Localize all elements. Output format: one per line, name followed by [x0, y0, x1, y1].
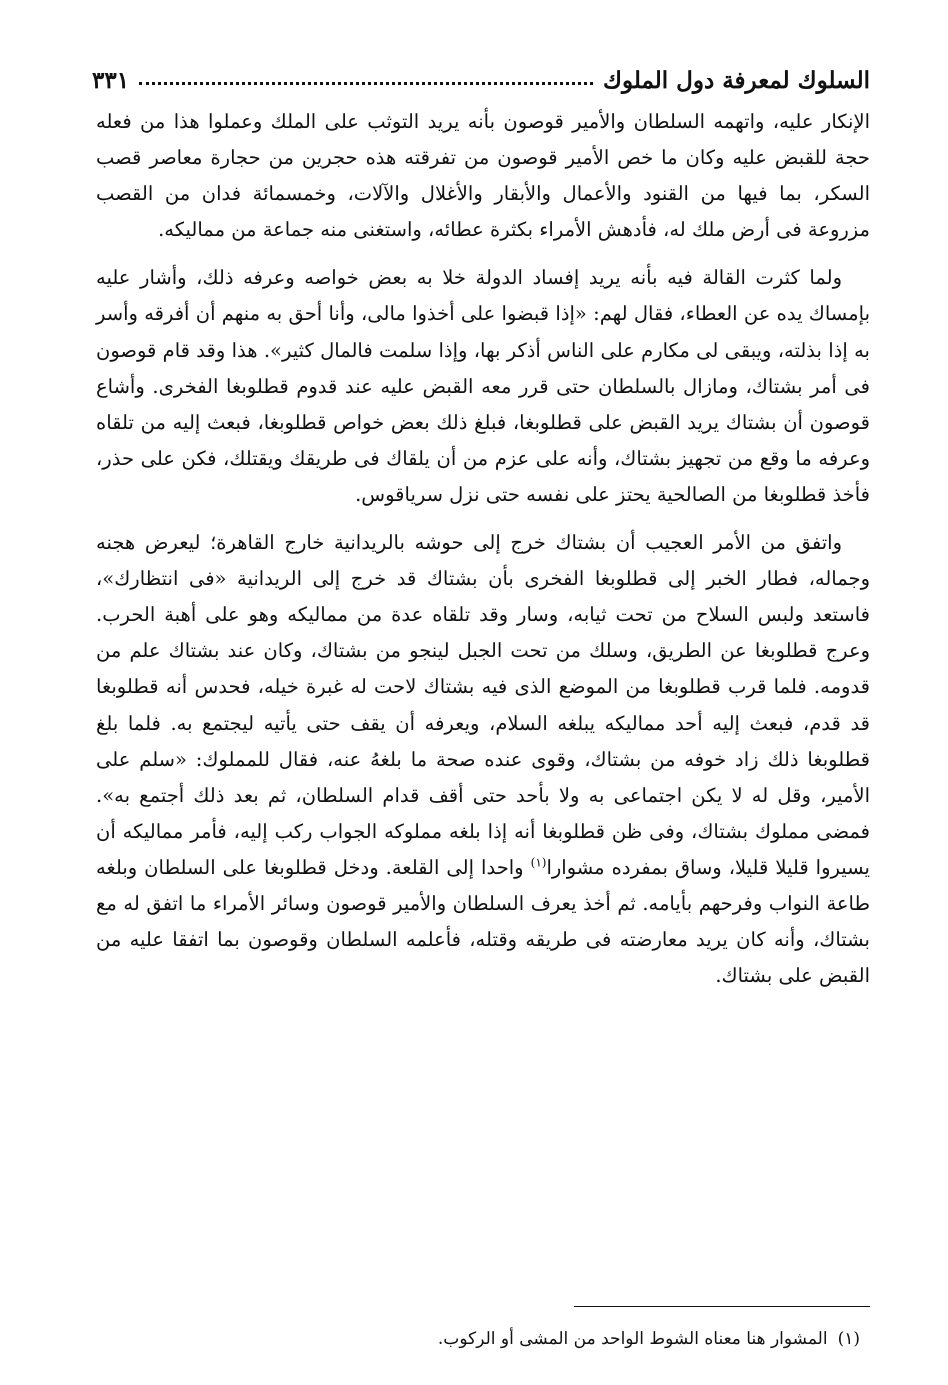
footnote-separator — [574, 1306, 870, 1307]
main-text — [96, 104, 870, 994]
footnote — [96, 1326, 860, 1352]
paragraph-3-text-after-note: واحدا إلى القلعة. ودخل قطلوبغا على السلطان وبلغه طاعة النواب وفرحهم بأيامه. ثم أخذ يعرف السلطان والأمير قوصون وسائر الأمراء ما اتفق له مع بشتاك، وأنه كان يريد معارضته فى طريقه وقتله، فأعلمه السلطان وقوصون بما اتفقا عليه من القبض على بشتاك. — [96, 855, 870, 988]
paragraph-2: ولما كثرت القالة فيه بأنه يريد إفساد الدولة خلا به بعض خواصه وعرفه ذلك، وأشار عليه بإمساك يده عن العطاء، فقال لهم: «إذا قبضوا على أخذوا مالى، وأنا أحق به منهم أن أفرقه وأسر به إذا بذلته، ويبقى لى مكارم على الناس أذكر بها، وإذا سلمت فالمال كثير». هذا وقد قام قوصون فى أمر بشتاك، ومازال بالسلطان حتى قرر معه القبض عليه عند قدوم قطلوبغا الفخرى. وأشاع قوصون أن بشتاك يريد القبض على قطلوبغا، فبلغ ذلك بعض خواص قطلوبغا، فبعث إليه من تلقاه وعرفه ما وقع من تجهيز بشتاك، وأنه على عزم من أن يلقاك فى طريقك ويقتلك، فكن على حذر، فأخذ قطلوبغا من الصالحية يحتز على نفسه حتى نزل سرياقوس. — [96, 266, 870, 506]
book-title: السلوك لمعرفة دول الملوك — [602, 67, 870, 94]
footnote-reference: (١) — [530, 855, 547, 870]
paragraph-3-text-before-note: واتفق من الأمر العجيب أن بشتاك خرج إلى حوشه بالريدانية خارج القاهرة؛ ليعرض هجنه وجماله، فطار الخبر إلى قطلوبغا الفخرى بأن بشتاك قد خرج إلى الريدانية «فى انتظارك»، فاستعد ولبس السلاح من تحت ثيابه، وسار وقد تلقاه عدة من مماليكه وهو على أهبة الحرب. وعرج قطلوبغا عن الطريق، وسلك من تحت الجبل لينجو من بشتاك، وكان عند بشتاك علم من قدومه. فلما قرب قطلوبغا من الموضع الذى فيه بشتاك لاحت له غبرة خيله، فحدس أنه قطلوبغا قد قدم، فبعث إليه أحد مماليكه يبلغه السلام، ويعرفه أن يقف حتى يأتيه ليجتمع به. فلما بلغ قطلوبغا ذلك زاد خوفه من بشتاك، وقوى عنده صحة ما بلغهُ عنه، فقال للمملوك: «سلم على الأمير، وقل له لا يكن اجتماعى به ولا بأحد حتى أقف قدام السلطان، ثم بعد ذلك أجتمع به». فمضى مملوك بشتاك، وفى ظن قطلوبغا أنه إذا بلغه مملوكه الجواب ركب إليه، فأمر مماليكه أن يسيروا قليلا قليلا، وساق بمفرده مشوارا — [96, 531, 870, 879]
page-number: ٣٣١ — [92, 67, 130, 94]
footnote-marker: (١) — [837, 1329, 860, 1349]
paragraph-3 — [96, 525, 870, 994]
paragraph-1: الإنكار عليه، واتهمه السلطان والأمير قوصون بأنه يريد التوثب على الملك وعملوا هذا من فعله حجة للقبض عليه وكان ما خص الأمير قوصون من تفرقته هذه حجرين من حجارة معاصر قصب السكر، بما فيها من القنود والأعمال والأبقار والأغلال والآلات، وخمسمائة فدان من القصب مزروعة فى أرض ملك له، فأدهش الأمراء بكثرة عطائه، واستغنى منه جماعة من مماليكه. — [96, 110, 870, 242]
running-header — [92, 58, 870, 94]
footnote-text: المشوار هنا معناه الشوط الواحد من المشى أو الركوب. — [437, 1329, 828, 1349]
dotted-leader — [139, 82, 593, 85]
